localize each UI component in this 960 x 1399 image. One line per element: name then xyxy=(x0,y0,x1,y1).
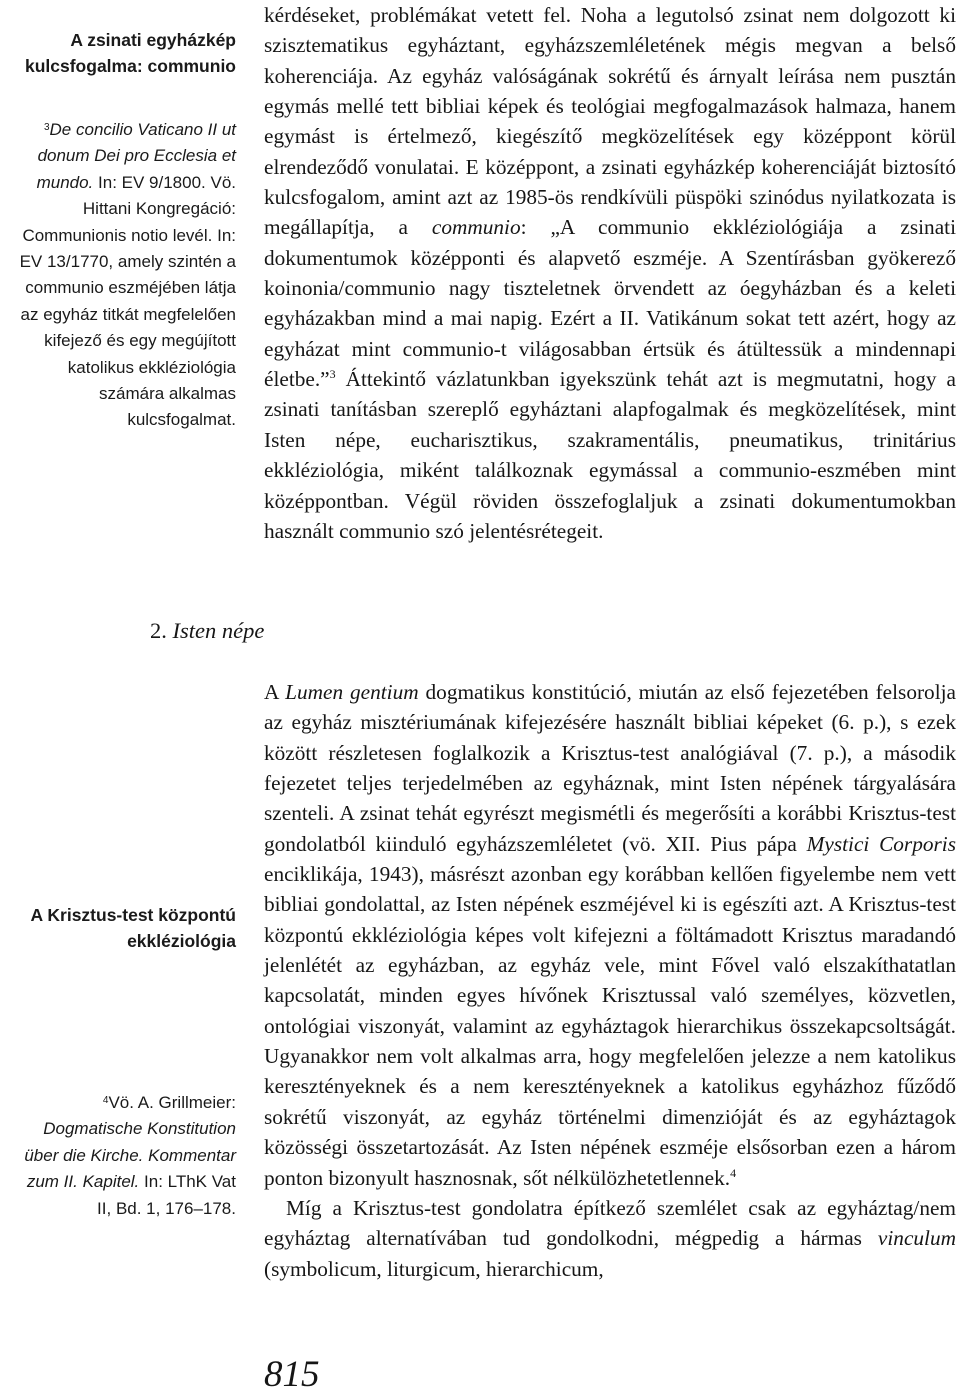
paragraph-1: kérdéseket, problémákat vetett fel. Noha a legutolsó zsinat nem dolgozott ki szisztematikus egyháztant, egyházszemléletének mégis megvan a belső koherenciája. Az egyház valóságának sokrétű és árnyalt leírása nem pusztán egymás mellé tett bibliai képek és teológiai megfogalmazások halmaza, hanem egymást is értelmező, kiegészítő megközelítések egy középpont körül elrendeződő vonulatai. E középpont, a zsinati egyházkép koherenciáját biztosító kulcsfogalom, amint azt az 1985-ös rendkívüli püspöki szinódus nyilatkozata is megállapítja, a communio: „A communio ekkléziológiája a zsinati dokumentumok középponti és alapvető eszméje. A Szentírásban gyökerező koinonia/communio nagy tiszteletnek örvendett az óegyházban és a keleti egyházakban mind a mai napig. Ezért a II. Vatikánum sokat tett azért, hogy az egyházat mint communio-t világosabban értsük és átültessük a mindennapi életbe.”$^3$ Áttekintő vázlatunkban igyekszünk tehát azt is megmutatni, hogy a zsinati tanításban szereplő egyháztani alapfogalmak és megközelítések, mint Isten népe, eucharisztikus, szakramentális, pneumatikus, trinitárius ekkléziológia, miként találkoznak egymással a communio-eszmében mint középpontban. Végül röviden összefoglaljuk a zsinati dokumentumokban használt communio szó jelentésrétegeit. xyxy=(264,3,956,543)
sidebar-heading-communio: A zsinati egyházkép kulcsfogalma: communio xyxy=(24,30,236,76)
body-text-top xyxy=(264,0,956,546)
footnote-3 xyxy=(14,117,236,434)
footnote-3-text: In: EV 9/1800. Vö. Hittani Kongregáció: Communionis notio levél. In: EV 13/1770, amely szintén a communio eszméjében látja az egyház titkát megfelelően kifejező és egy megújított katolikus ekkléziológia számára alkalmas kulcsfogalmat. xyxy=(19,172,236,430)
footnote-4 xyxy=(14,1090,236,1222)
emphasis-communio: communio xyxy=(431,215,521,240)
emphasis-mystici-corporis: Mystici Corporis xyxy=(806,831,956,856)
section-heading xyxy=(150,616,264,646)
footnote-ref-4: 4 xyxy=(730,1165,737,1180)
footnote-4-text-b: In: LThK Vat II, Bd. 1, 176–178. xyxy=(97,1172,236,1218)
page-number: 815 xyxy=(264,1354,320,1395)
emphasis-lumen-gentium: Lumen gentium xyxy=(285,680,419,704)
body-text-bottom xyxy=(264,677,956,1284)
footnote-4-text-a: Vö. A. Grillmeier: xyxy=(108,1093,236,1112)
paragraph-2: A Lumen gentium dogmatikus konstitúció, miután az első fejezetében felsorolja az egyház misztériumának kifejezésére használt bibliai képeket (6. p.), s ezek között részletesen foglalkozik a Krisztus-test analógiával (7. p.), a második fejezetet teljes terjedelmében az egyháznak, mint Isten népének tárgyalására szenteli. A zsinat tehát egyrészt megismétli és megerősíti a korábbi Krisztus-test gondolatból kiinduló egyházszemléletet (vö. XII. Pius pápa Mystici Corporis enciklikája, 1943), másrészt azonban egy korábban kellően figyelembe nem vett bibliai gondolattal, az Isten népének eszméjével ki is egészíti azt. A Krisztus-test központú ekkléziológia képes volt kifejezni a föltámadott Krisztus maradandó jelenlétét az egyházban, az egyház vele, mint Fővel való elszakíthatatlan kapcsolatát, minden egyes hívőnek Krisztussal való személyes, közvetlen, ontológiai viszonyát, valamint az egyháztagok hierarchikus összekapcsoltságát. Ugyanakkor nem volt alkalmas arra, hogy megfelelően jelezze a nem katolikus keresztényeknek és a nem keresztényeknek a katolikus egyházhoz fűződő sokrétű viszonyát, az egyház történelmi dimenzióját és az egyháztagok közösségi összetartozását. Az Isten népének eszméje elsősorban ezen a három ponton bizonyult hasznosnak, sőt nélkülözhetetlennek.$^4$ xyxy=(264,680,956,1190)
section-title: Isten népe xyxy=(172,618,265,643)
footnote-3-title: De concilio Vaticano II ut donum Dei pro Ecclesia et mundo. xyxy=(36,120,236,192)
sidebar-heading-krisztus-test: A Krisztus-test központú ekkléziológia xyxy=(30,905,236,951)
emphasis-vinculum: vinculum xyxy=(877,1226,956,1251)
footnote-4-mark: 4 xyxy=(102,1095,109,1106)
section-number: 2. xyxy=(150,618,167,643)
sidebar-top xyxy=(14,28,236,434)
footnote-4-title: Dogmatische Konstitution über die Kirche. Kommentar zum II. Kapitel. xyxy=(24,1119,236,1192)
sidebar-bottom xyxy=(14,903,236,1222)
footnote-ref-3: 3 xyxy=(329,367,336,382)
paragraph-3: Míg a Krisztus-test gondolatra építkező szemlélet csak az egyháztag/nem egyháztag alternatívában tud gondolkodni, mégpedig a hármas vinculum (symbolicum, liturgicum, hierarchicum, xyxy=(264,1195,956,1281)
footnote-3-mark: 3 xyxy=(43,122,50,133)
